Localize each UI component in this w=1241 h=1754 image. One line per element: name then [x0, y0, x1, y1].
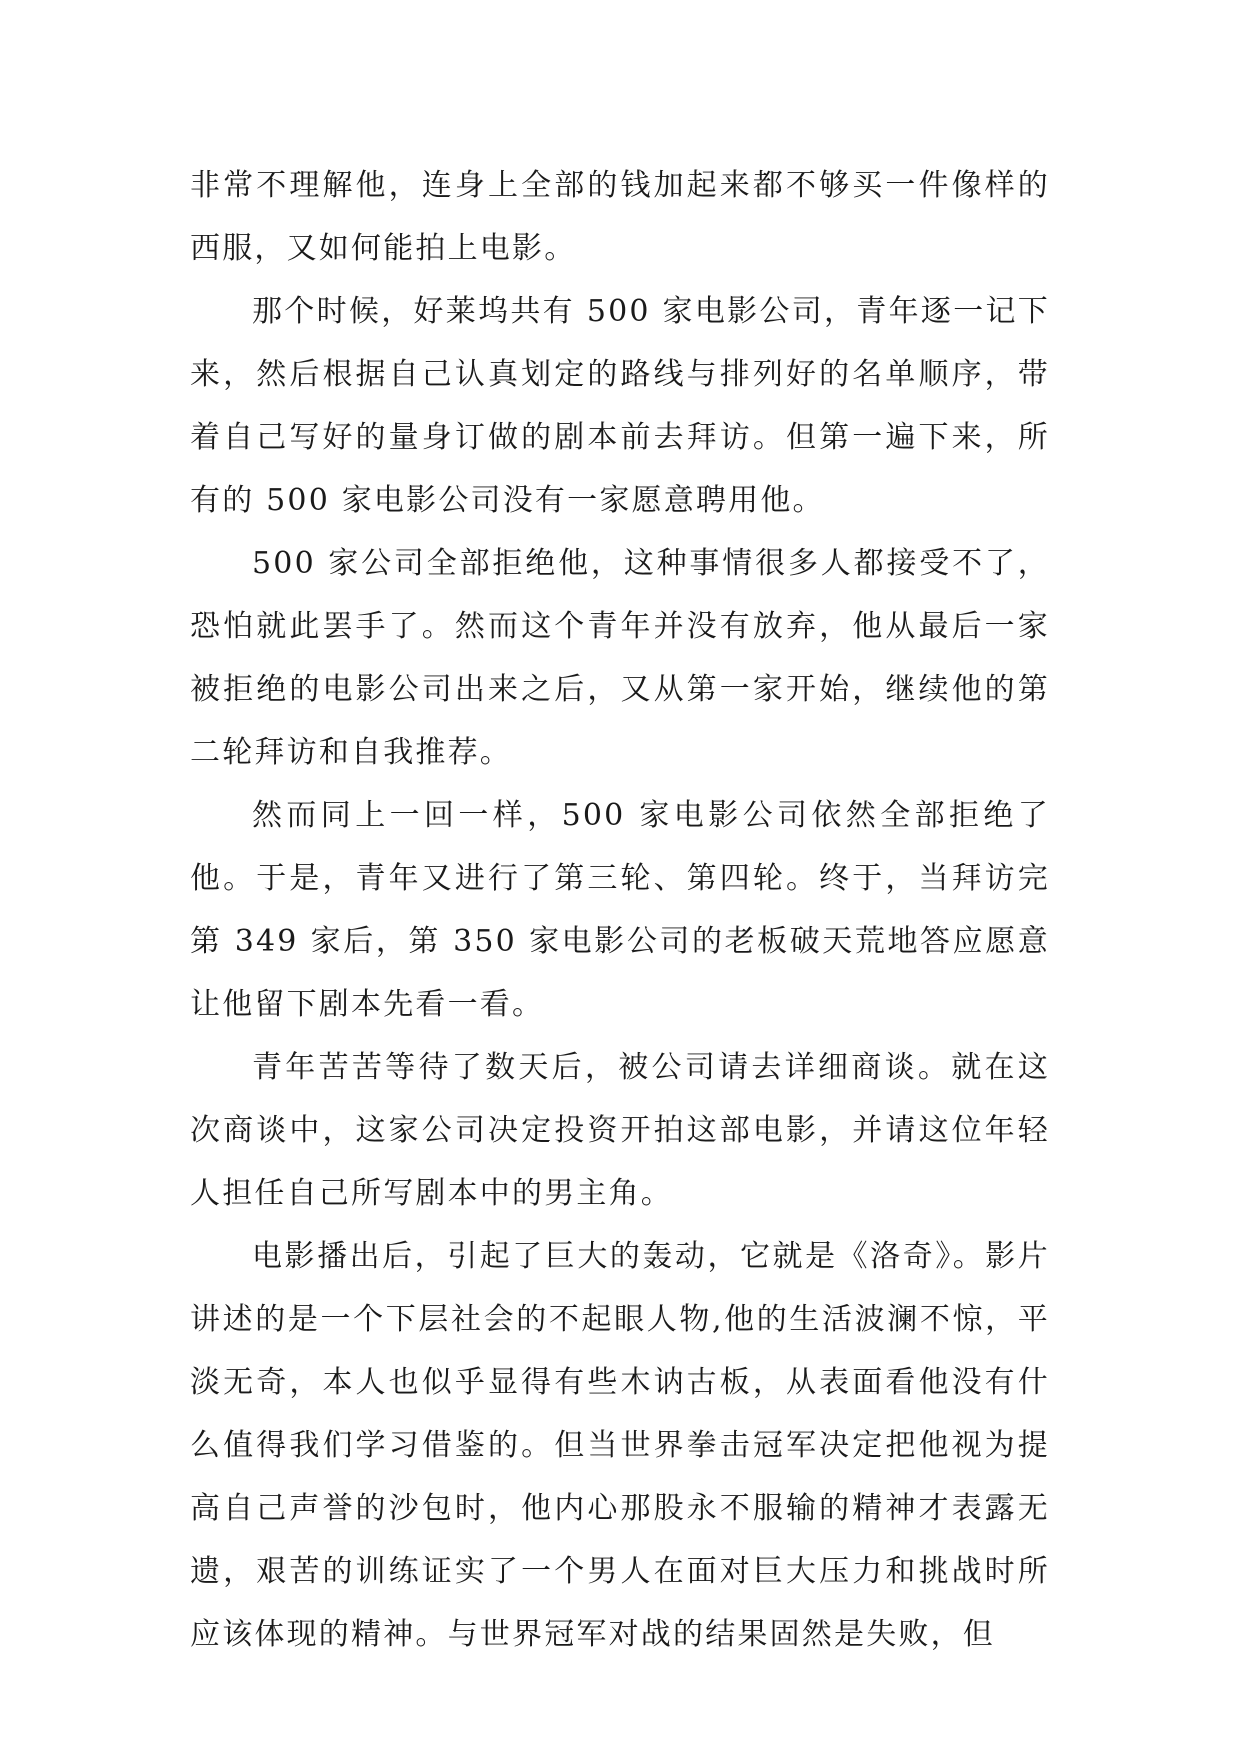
paragraph-5: 青年苦苦等待了数天后，被公司请去详细商谈。就在这次商谈中，这家公司决定投资开拍这部电影，并请这位年轻人担任自己所写剧本中的男主角。: [190, 1050, 1050, 1211]
paragraph-4: 然而同上一回一样，500 家电影公司依然全部拒绝了他。于是，青年又进行了第三轮、第四轮。终于，当拜访完第 349 家后，第 350 家电影公司的老板破天荒地答应愿意让他留下剧本先看一看。: [190, 798, 1050, 1022]
paragraph-6: 电影播出后，引起了巨大的轰动，它就是《洛奇》。影片讲述的是一个下层社会的不起眼人物,他的生活波澜不惊，平淡无奇，本人也似乎显得有些木讷古板，从表面看他没有什么值得我们学习借鉴的。但当世界拳击冠军决定把他视为提高自己声誉的沙包时，他内心那股永不服输的精神才表露无遗，艰苦的训练证实了一个男人在面对巨大压力和挑战时所应该体现的精神。与世界冠军对战的结果固然是失败，但: [190, 1239, 1050, 1652]
paragraph-1: 非常不理解他，连身上全部的钱加起来都不够买一件像样的西服，又如何能拍上电影。: [190, 168, 1050, 266]
body-text: [190, 154, 1050, 1666]
paragraph-3: 500 家公司全部拒绝他，这种事情很多人都接受不了，恐怕就此罢手了。然而这个青年并没有放弃，他从最后一家被拒绝的电影公司出来之后，又从第一家开始，继续他的第二轮拜访和自我推荐。: [190, 546, 1050, 770]
paragraph-2: 那个时候，好莱坞共有 500 家电影公司，青年逐一记下来，然后根据自己认真划定的路线与排列好的名单顺序，带着自己写好的量身订做的剧本前去拜访。但第一遍下来，所有的 500 家电影公司没有一家愿意聘用他。: [190, 294, 1050, 518]
